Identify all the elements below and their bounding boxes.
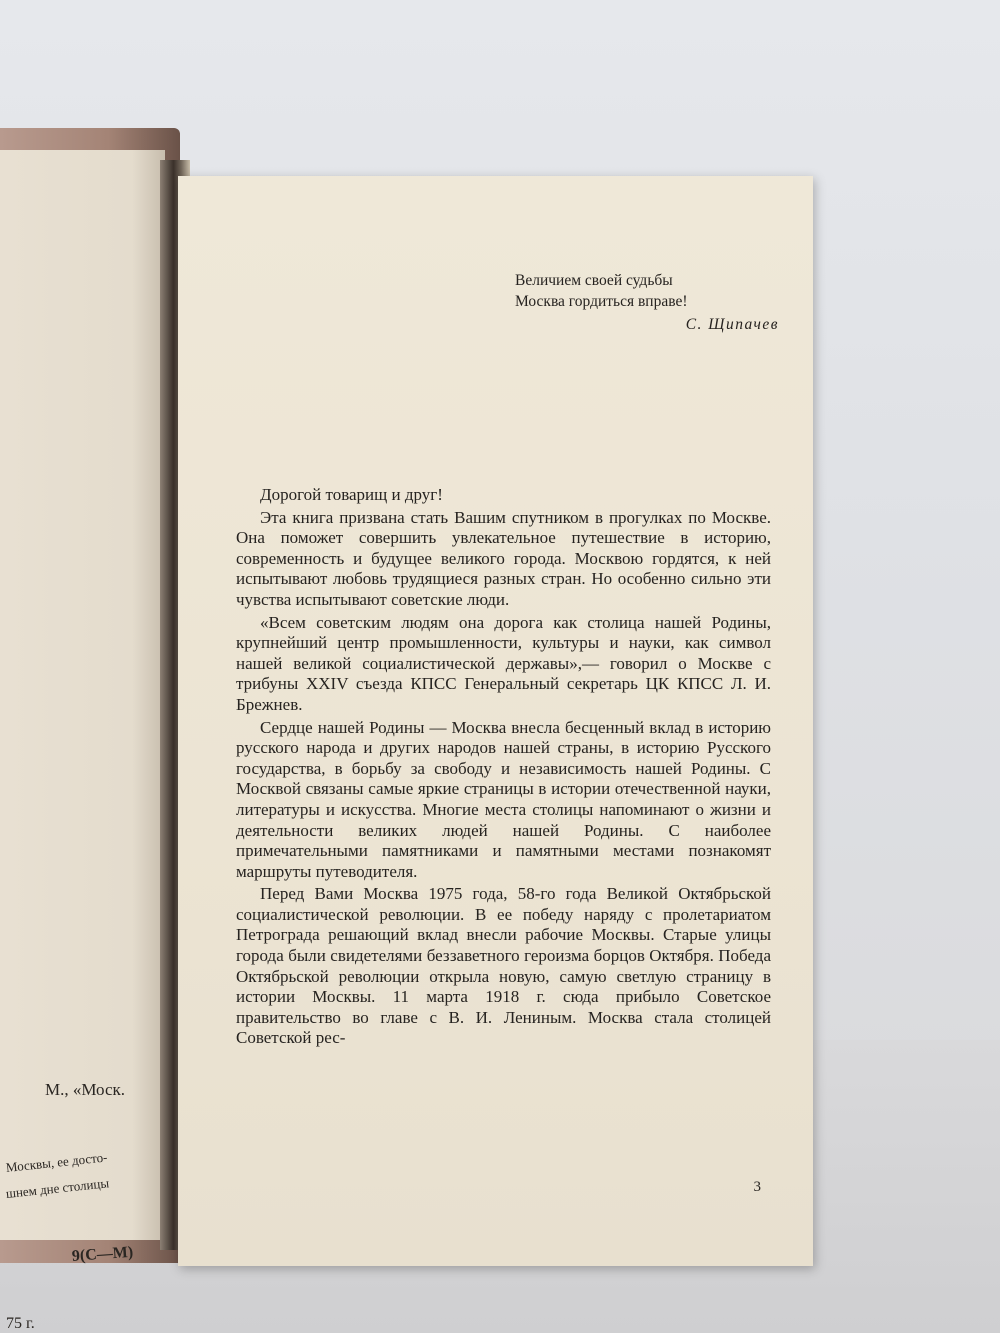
left-page-fragment: 9(С—М) xyxy=(71,1243,134,1265)
left-page-fragment: М., «Моск. xyxy=(45,1080,126,1099)
left-page-fragment: шнем дне столицы xyxy=(5,1175,110,1201)
epigraph xyxy=(463,270,783,335)
page-number: 3 xyxy=(753,1179,761,1195)
paragraph: Эта книга призвана стать Вашим спутником в прогулках по Москве. Она поможет совершить увлекательное путешествие в историю, современность и будущее великого города. Москвою гордятся, к ней испытывают любовь трудящиеся разных стран. Но особенно сильно эти чувства испытывают советские люди. xyxy=(236,507,771,609)
body-text xyxy=(236,485,771,1049)
epigraph-author: С. Щипачев xyxy=(685,316,779,333)
epigraph-line: Москва гордиться вправе! xyxy=(515,293,688,310)
paragraph: Перед Вами Москва 1975 года, 58-го года Великой Октябрьской социалистической революции. В ее победу наряду с пролетариатом Петрограда решающий вклад внесли рабочие Москвы. Старые улицы города были свидетелями беззаветного героизма борцов Октября. Победа Октябрьской революции открыла новую, самую светлую страницу в истории Москвы. 11 марта 1918 г. сюда прибыло Советское правительство во главе с В. И. Лениным. Москва стала столицей Советской рес- xyxy=(236,884,771,1048)
right-page xyxy=(178,176,813,1266)
paragraph: Сердце нашей Родины — Москва внесла бесценный вклад в историю русского народа и других народов нашей страны, в историю Русского государства, в борьбу за свободу и независимость нашей Родины. С Москвой связаны самые яркие страницы в истории отечественной науки, литературы и искусства. Многие места столицы напоминают о жизни и деятельности великих людей нашей Родины. С наиболее примечательными памятниками и памятными местами познакомят маршруты путеводителя. xyxy=(236,717,771,881)
left-page xyxy=(0,150,165,1332)
greeting: Дорогой товарищ и друг! xyxy=(260,485,443,504)
left-page-fragment: 75 г. xyxy=(6,1315,35,1332)
epigraph-line: Величием своей судьбы xyxy=(515,272,673,289)
left-page-fragment: Москвы, ее досто- xyxy=(5,1149,109,1175)
paragraph: «Всем советским людям она дорога как столица нашей Родины, крупнейший центр промышленности, культуры и науки, как символ нашей великой социалистической державы»,— говорил о Москве с трибуны XXIV съезда КПСС Генеральный секретарь ЦК КПСС Л. И. Брежнев. xyxy=(236,612,771,714)
